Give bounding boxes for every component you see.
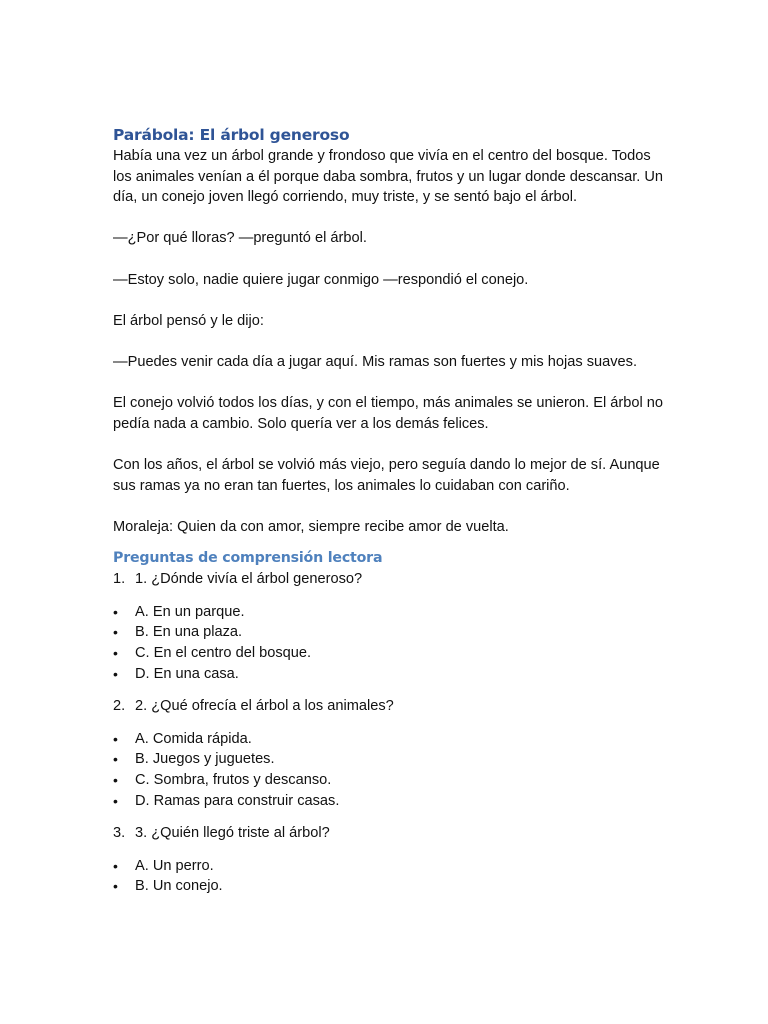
question-text: 3. ¿Quién llegó triste al árbol? (135, 825, 330, 842)
bullet-icon: • (113, 878, 118, 895)
story-body (113, 146, 673, 537)
story-paragraph: —¿Por qué lloras? —preguntó el árbol. (113, 230, 367, 247)
question-block (113, 823, 673, 897)
story-paragraph: El árbol pensó y le dijo: (113, 312, 264, 329)
moral-paragraph: Moraleja: Quien da con amor, siempre recibe amor de vuelta. (113, 518, 509, 535)
option-item (113, 791, 673, 812)
option-text: A. En un parque. (135, 603, 245, 620)
option-item (113, 749, 673, 770)
option-text: B. Juegos y juguetes. (135, 751, 275, 768)
question-text: 2. ¿Qué ofrecía el árbol a los animales? (135, 698, 394, 715)
questions-heading: Preguntas de comprensión lectora (113, 550, 383, 567)
story-paragraph: Con los años, el árbol se volvió más viejo, pero seguía dando lo mejor de sí. Aunque sus ramas ya no eran tan fuertes, los animales lo cuidaban con cariño. (113, 456, 660, 494)
question-number: 2. (113, 698, 126, 715)
option-item (113, 770, 673, 791)
bullet-icon: • (113, 645, 118, 662)
bullet-icon: • (113, 730, 118, 747)
story-paragraph: —Puedes venir cada día a jugar aquí. Mis ramas son fuertes y mis hojas suaves. (113, 353, 638, 370)
story-paragraph: —Estoy solo, nadie quiere jugar conmigo —respondió el conejo. (113, 271, 529, 288)
option-item (113, 664, 673, 685)
option-list (113, 856, 673, 897)
bullet-icon: • (113, 772, 118, 789)
bullet-icon: • (113, 665, 118, 682)
story-paragraph: Había una vez un árbol grande y frondoso que vivía en el centro del bosque. Todos los animales venían a él porque daba sombra, frutos y un lugar donde descansar. Un día, un conejo joven llegó corriendo, muy triste, y se sentó bajo el árbol. (113, 148, 664, 206)
bullet-icon: • (113, 857, 118, 874)
option-text: C. En el centro del bosque. (135, 645, 312, 662)
document-page (113, 124, 673, 909)
question-item (113, 823, 673, 844)
option-item (113, 602, 673, 623)
option-list (113, 729, 673, 811)
bullet-icon: • (113, 751, 118, 768)
option-text: B. En una plaza. (135, 624, 243, 641)
question-text: 1. ¿Dónde vivía el árbol generoso? (135, 571, 363, 588)
option-text: C. Sombra, frutos y descanso. (135, 772, 332, 789)
option-text: A. Un perro. (135, 857, 214, 874)
option-text: D. En una casa. (135, 665, 239, 682)
option-item (113, 729, 673, 750)
option-item (113, 622, 673, 643)
question-block (113, 696, 673, 811)
option-list (113, 602, 673, 684)
option-item (113, 856, 673, 877)
document-title: Parábola: El árbol generoso (113, 126, 350, 144)
bullet-icon: • (113, 792, 118, 809)
option-item (113, 876, 673, 897)
question-item (113, 569, 673, 590)
option-text: D. Ramas para construir casas. (135, 792, 340, 809)
question-number: 3. (113, 825, 126, 842)
question-number: 1. (113, 571, 126, 588)
story-paragraph: El conejo volvió todos los días, y con el tiempo, más animales se unieron. El árbol no pedía nada a cambio. Solo quería ver a los demás felices. (113, 395, 663, 432)
option-item (113, 643, 673, 664)
question-item (113, 696, 673, 717)
option-text: A. Comida rápida. (135, 730, 252, 747)
bullet-icon: • (113, 624, 118, 641)
option-text: B. Un conejo. (135, 878, 223, 895)
bullet-icon: • (113, 603, 118, 620)
question-block (113, 569, 673, 684)
